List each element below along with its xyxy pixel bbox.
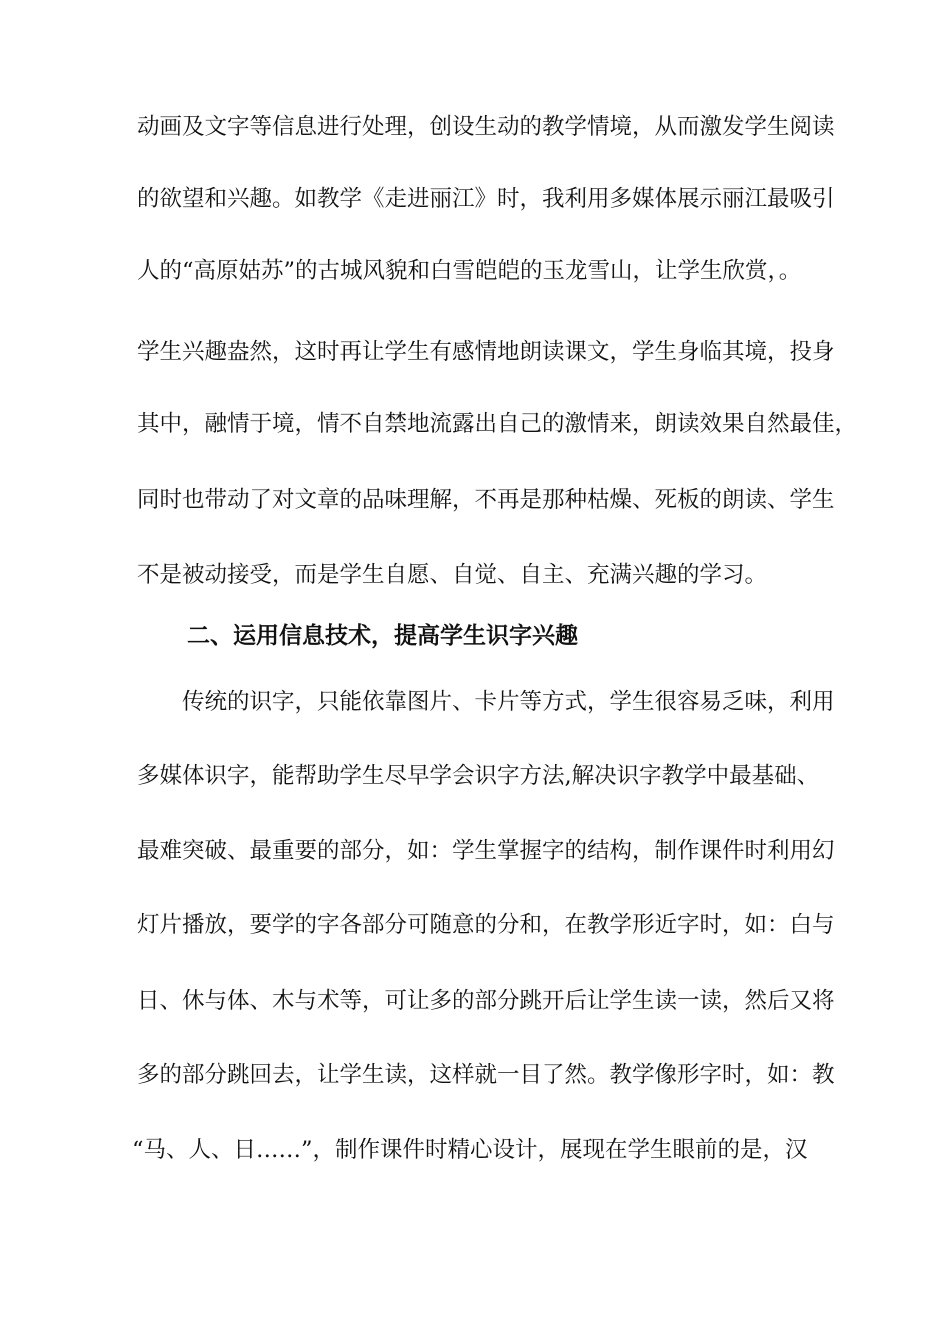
paragraph-line: 的欲望和兴趣。如教学《走进丽江》时，我利用多媒体展示丽江最吸引 — [137, 186, 835, 212]
paragraph-line: 日、休与体、木与术等，可让多的部分跳开后让学生读一读，然后又将 — [137, 988, 835, 1014]
paragraph-line: 同时也带动了对文章的品味理解，不再是那种枯燥、死板的朗读、学生 — [137, 487, 835, 513]
paragraph-line: 多媒体识字，能帮助学生尽早学会识字方法,解决识字教学中最基础、 — [137, 763, 820, 789]
paragraph-line: 传统的识字，只能依靠图片、卡片等方式，学生很容易乏味，利用 — [182, 689, 835, 715]
paragraph-line: 人的“高原姑苏”的古城风貌和白雪皑皑的玉龙雪山，让学生欣赏，。 — [137, 258, 802, 284]
paragraph-line: 动画及文字等信息进行处理，创设生动的教学情境，从而激发学生阅读 — [137, 114, 835, 140]
paragraph-line: 多的部分跳回去，让学生读，这样就一目了然。教学像形字时，如：教 — [137, 1062, 835, 1088]
section-heading: 二、运用信息技术，提高学生识字兴趣 — [187, 623, 578, 649]
paragraph-line: “马、人、日……”，制作课件时精心设计，展现在学生眼前的是，汉 — [132, 1137, 808, 1163]
paragraph-line: 不是被动接受，而是学生自愿、自觉、自主、充满兴趣的学习。 — [137, 562, 768, 588]
paragraph-line: 其中，融情于境，情不自禁地流露出自己的激情来，朗读效果自然最佳， — [137, 411, 858, 437]
paragraph-line: 最难突破、最重要的部分，如：学生掌握字的结构，制作课件时利用幻 — [137, 838, 835, 864]
paragraph-line: 学生兴趣盎然，这时再让学生有感情地朗读课文，学生身临其境，投身 — [137, 339, 835, 365]
paragraph-line: 灯片播放，要学的字各部分可随意的分和，在教学形近字时，如：白与 — [137, 912, 835, 938]
